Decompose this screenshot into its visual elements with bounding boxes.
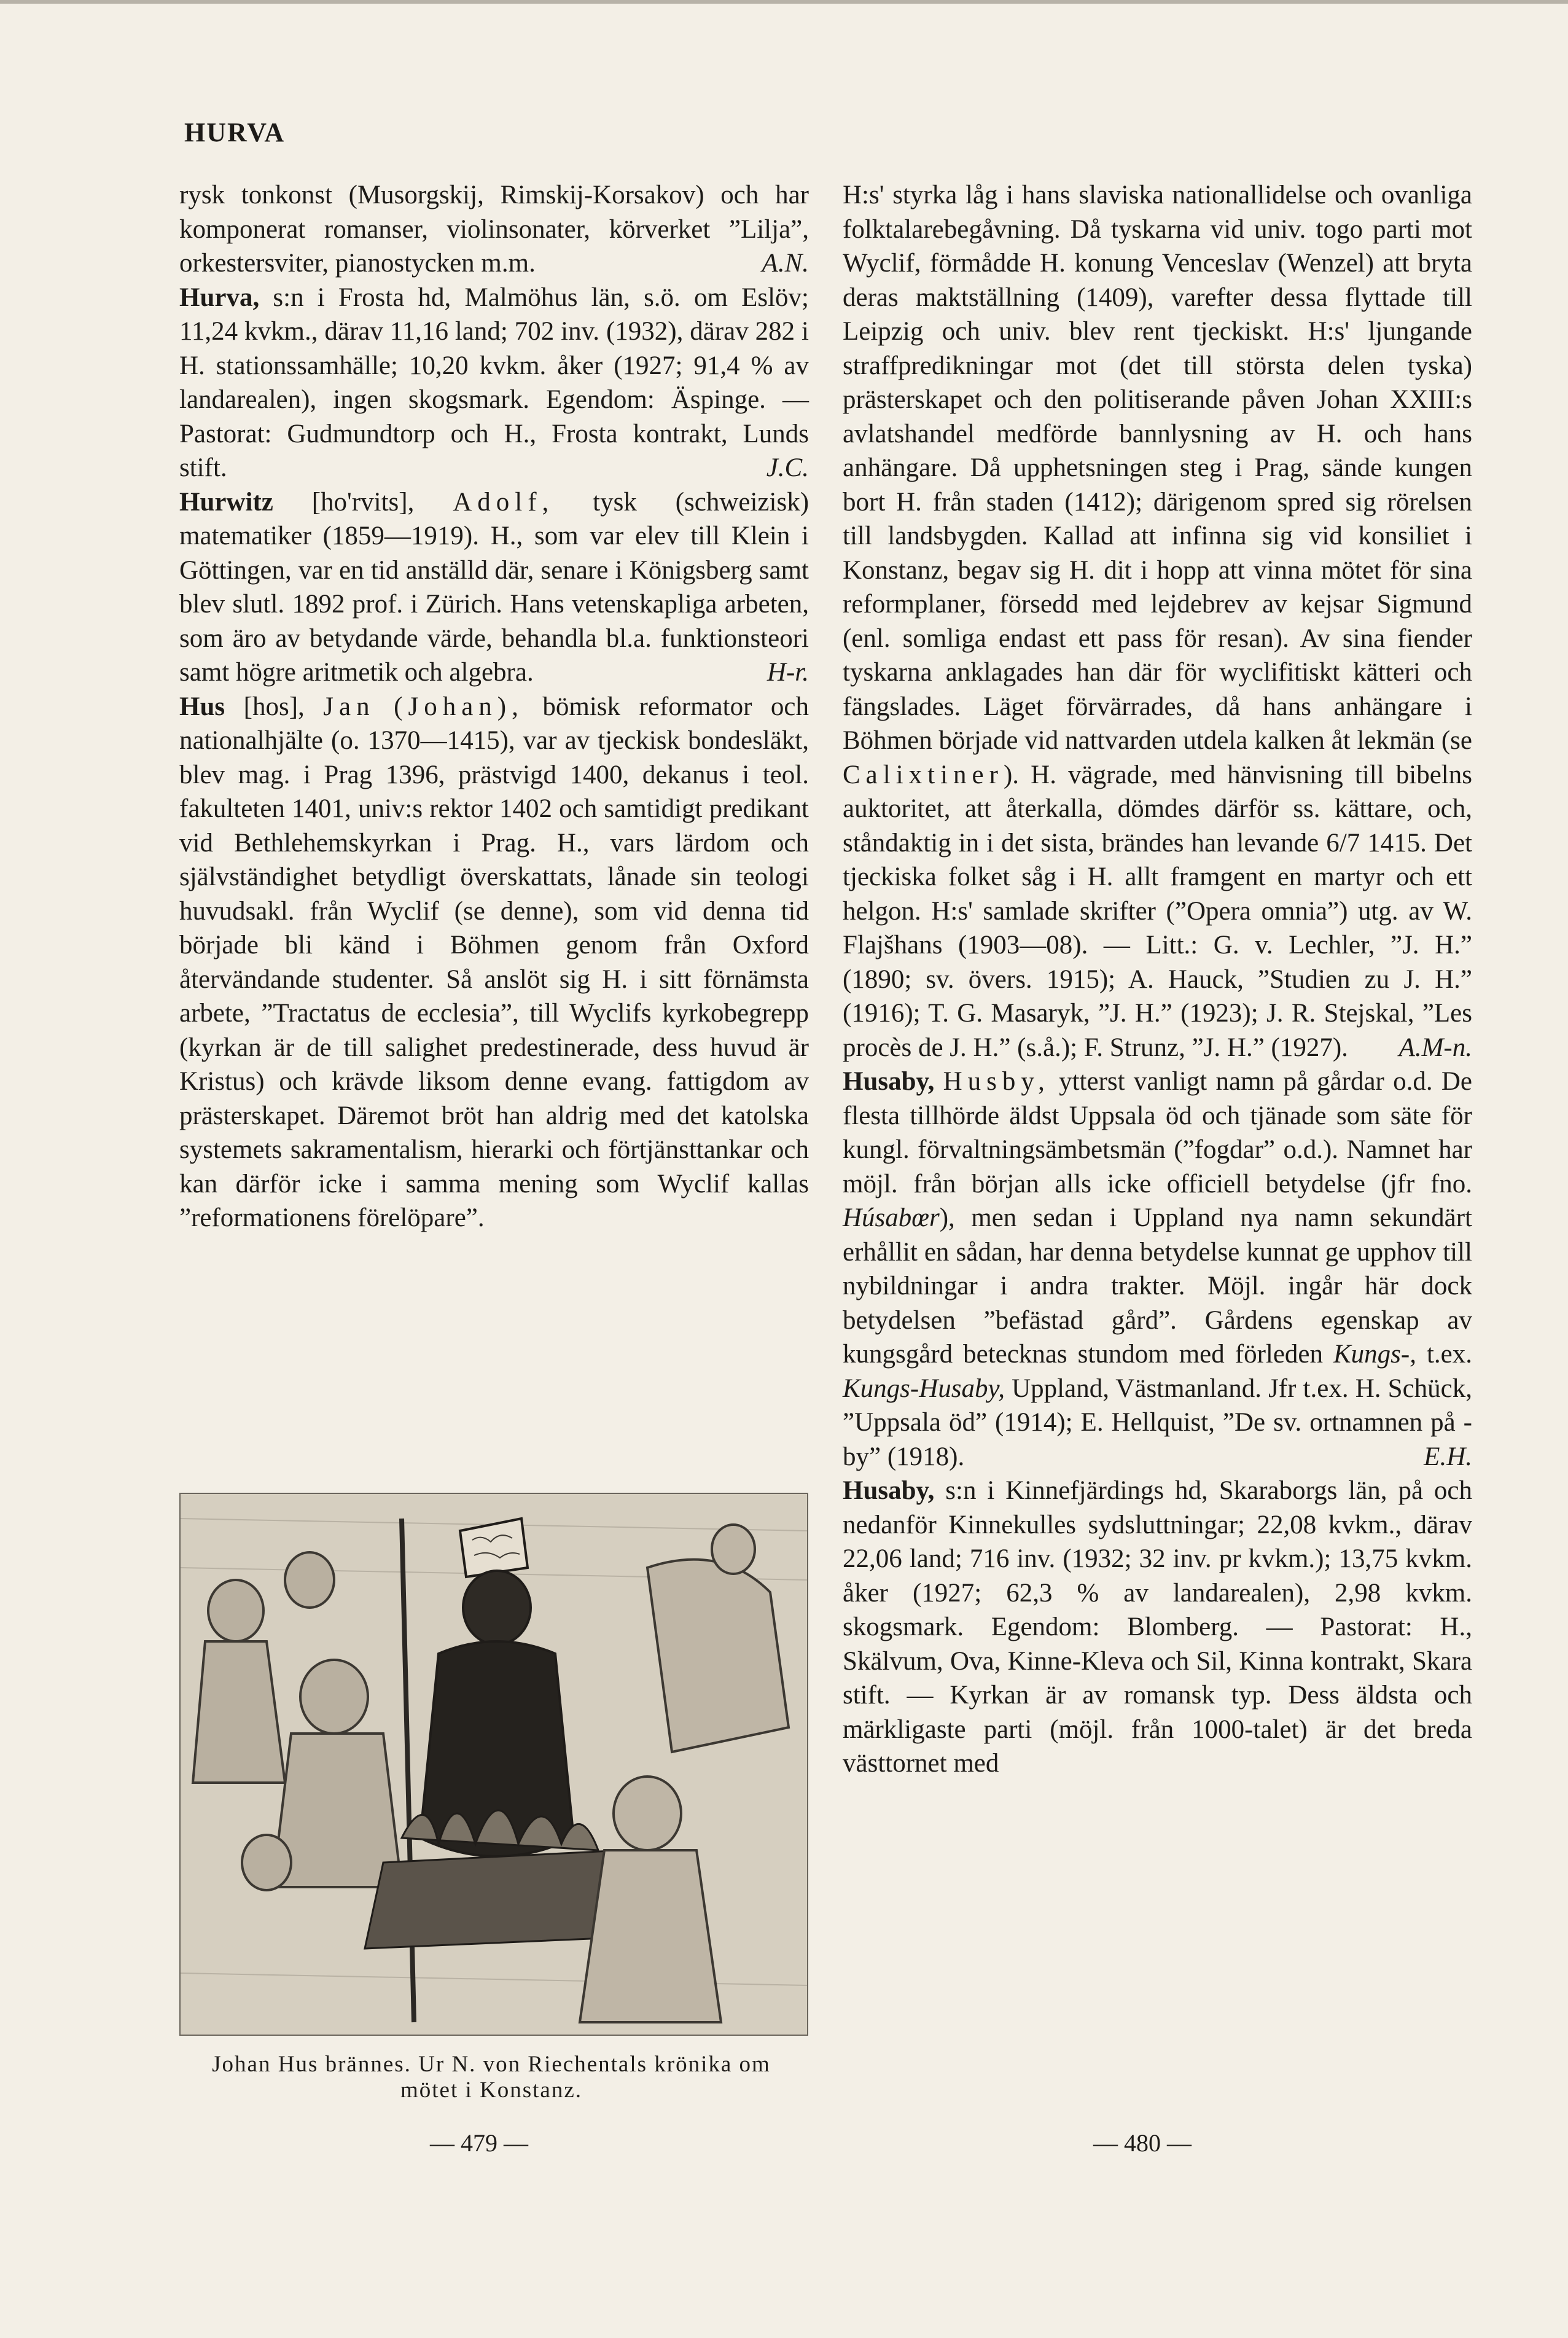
figure-caption: Johan Hus brännes. Ur N. von Riechentals krönika om mötet i Konstanz.	[212, 2052, 771, 2103]
italic-term: Kungs-Husaby,	[843, 1374, 1005, 1403]
entry-hurva	[179, 281, 809, 485]
illustration-hus-burning	[179, 1493, 808, 2036]
headword-husaby: Husaby,	[843, 1067, 935, 1096]
entry-continuation	[179, 178, 809, 281]
signature: J.C.	[766, 453, 809, 482]
entry-hurwitz	[179, 485, 809, 690]
headword-husaby: Husaby,	[843, 1476, 935, 1505]
woodcut-illustration	[181, 1494, 807, 2035]
italic-term: Kungs-,	[1333, 1340, 1416, 1369]
entry-text: s:n i Kinnefjärdings hd, Skaraborgs län, på och nedanför Kinnekulles sydsluttningar; 22,08 kvkm., därav 22,06 land; 716 inv. (1932; 32 inv. pr kvkm.); 13,75 kvkm. åker (1927; 62,3 % av landarealen), 2,98 kvkm. skogsmark. Egendom: Blomberg. — Pastorat: H., Skälvum, Ova, Kinne-Kleva och Sil, Kinna kontrakt, Skara stift. — Kyrkan är av romansk typ. Dess äldsta och märkligaste parti (möjl. från 1000-talet) är det breda västtornet med	[843, 1476, 1473, 1778]
right-column	[843, 178, 1472, 1781]
page-top-edge	[0, 0, 1568, 4]
running-head: HURVA	[184, 117, 286, 147]
signature: A.N.	[762, 249, 809, 278]
entry-text: ), men sedan i Uppland nya namn sekundärt erhållit en sådan, har denna betydelse kunnat ge upphov till nybildningar i andra trakter. Möjl. ingår här dock betydelsen ”befästad gård”. Gårdens egenskap av kungsgård betecknas stundom med förleden	[843, 1203, 1472, 1369]
spaced-name: Husby,	[943, 1067, 1050, 1096]
entry-hus-body: bömisk reformator och nationalhjälte (o. 1370—1415), var av tjeckisk bondesläkt, blev mag. i Prag 1396, prästvigd 1400, dekanus i teol. fakulteten 1401, univ:s rektor 1402 och samtidigt predikant vid Bethlehemskyrkan i Prag. H., vars lärdom och självständighet betydligt överskattats, lånade sin teologi huvudsakl. från Wyclif (se denne), som vid denna tid började bli känd i Böhmen genom från Oxford återvändande studenter. Så anslöt sig H. i sitt förnämsta arbete, ”Tractatus de ecclesia”, till Wyclifs kyrkobegrepp (kyrkan är de till salighet predestinerade, dess huvud är Kristus) och krävde liksom denne evang. fattigdom av prästerskapet. Däremot bröt han aldrig med det katolska systemets sakramentalism, hierarki och förtjänsttankar och kan därför icke i samma mening som Wyclif kallas ”reformationens förelöpare”.	[179, 692, 809, 1232]
signature: E.H.	[1424, 1442, 1472, 1471]
entry-husaby-2	[843, 1474, 1472, 1781]
signature: H-r.	[766, 658, 809, 687]
entry-text: t.ex.	[1426, 1340, 1473, 1369]
italic-term: Húsabœr	[843, 1203, 940, 1232]
headword-hus: Hus	[179, 692, 225, 721]
page-number-left: — 479 —	[430, 2129, 528, 2157]
page-number-right: — 480 —	[1093, 2129, 1192, 2157]
spaced-term: Calixtiner	[843, 760, 1004, 789]
entry-hurwitz-body: tysk (schweizisk) matematiker (1859—1919). H., som var elev till Klein i Göttingen, var en tid anställd där, senare i Königsberg samt blev slutl. 1892 prof. i Zürich. Hans vetenskapliga arbeten, som äro av betydande värde, behandla bl.a. funktionsteori samt högre aritmetik och algebra.	[179, 487, 809, 687]
entry-text: Uppland, Västmanland. Jfr t.ex. H. Schück, ”Uppsala öd” (1914); E. Hellquist, ”De sv. ortnamnen på -by” (1918).	[843, 1374, 1472, 1471]
pronunciation: [ho'rvits],	[311, 487, 415, 517]
entry-husaby-1	[843, 1065, 1472, 1474]
pronunciation: [hos],	[243, 692, 305, 721]
entry-hurva-body: s:n i Frosta hd, Malmöhus län, s.ö. om Eslöv; 11,24 kvkm., därav 11,16 land; 702 inv. (1932), därav 282 i H. stationssamhälle; 10,20 kvkm. åker (1927; 91,4 % av landarealen), ingen skogsmark. Egendom: Äspinge. — Pastorat: Gudmundtorp och H., Frosta kontrakt, Lunds stift.	[179, 283, 809, 482]
entry-hus-cont-text: ). H. vägrade, med hänvisning till bibelns auktoritet, att återkalla, dömdes därför ss. kättare, och, ståndaktig in i det sista, brändes han levande 6/7 1415. Det tjeckiska folket såg i H. allt framgent en martyr och ett helgon. H:s' samlade skrifter (”Opera omnia”) utg. av W. Flajšhans (1903—08). — Litt.: G. v. Lechler, ”J. H.” (1890; sv. övers. 1915); A. Hauck, ”Studien zu J. H.” (1916); T. G. Masaryk, ”J. H.” (1923); J. R. Stejskal, ”Les procès de J. H.” (s.å.); F. Strunz, ”J. H.” (1927).	[843, 760, 1472, 1062]
spaced-name: Adolf,	[453, 487, 555, 517]
headword-hurwitz: Hurwitz	[179, 487, 273, 517]
entry-hus-continued	[843, 178, 1472, 1065]
entry-hus	[179, 690, 809, 1235]
spaced-name: (Johan),	[394, 692, 524, 721]
entry-text: ytterst vanligt namn på gårdar o.d. De flesta tillhörde äldst Uppsala öd och tjänade som säte för kungl. förvaltningsämbetsmän (”fogdar” o.d.). Namnet har möjl. från början alls icke officiell betydelse (jfr fno.	[843, 1067, 1472, 1198]
headword-hurva: Hurva,	[179, 283, 260, 312]
left-column	[179, 178, 809, 1235]
continuation-text: rysk tonkonst (Musorgskij, Rimskij-Korsakov) och har komponerat romanser, violinsonater, körverket ”Lilja”, orkestersviter, pianostycken m.m.	[179, 181, 809, 278]
entry-hus-cont-text: H:s' styrka låg i hans slaviska nationallidelse och ovanliga folktalarebegåvning. Då tyskarna vid univ. togo parti mot Wyclif, förmådde H. konung Venceslav (Wenzel) att bryta deras maktställning (1409), varefter dessa flyttade till Leipzig och univ. blev rent tjeckiskt. H:s' ljungande straffpredikningar mot (det till största delen tyska) prästerskapet och den politiserande påven Johan XXIII:s avlatshandel medförde bannlysning av H. och hans anhängare. Då upphetsningen steg i Prag, sände kungen bort H. från staden (1412); därigenom spred sig rörelsen till landsbygden. Kallad att infinna sig vid konsiliet i Konstanz, begav sig H. dit i hopp att vinna mötet för sina reformplaner, försedd med lejdebrev av kejsar Sigmund (enl. somliga endast ett pass för resan). Av sina fiender tyskarna anklagades han där för wyclifitiskt kätteri och fängslades. Läget förvärrades, då hans anhängare i Böhmen började vid nattvarden utdela kalken åt lekmän (se	[843, 181, 1472, 755]
signature: A.M-n.	[1398, 1033, 1472, 1062]
spaced-name: Jan	[323, 692, 375, 721]
